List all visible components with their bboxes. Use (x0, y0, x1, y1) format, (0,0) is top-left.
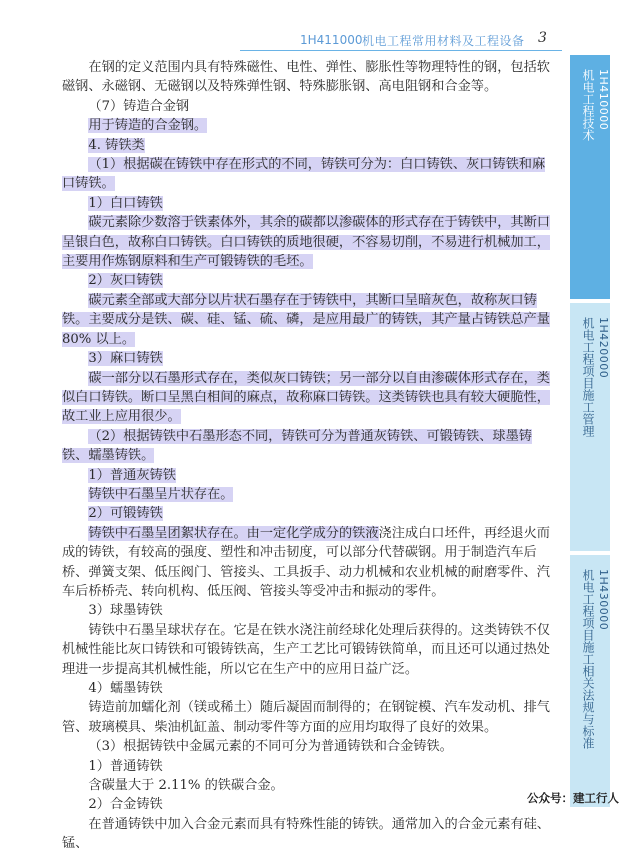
side-tab-1h430000[interactable] (570, 555, 610, 807)
paragraph (62, 349, 556, 368)
document-body (62, 58, 556, 854)
paragraph-text: 3）球墨铸铁 (88, 603, 163, 619)
paragraph (62, 795, 556, 814)
paragraph-text: 铸铁中石墨呈片状存在。 (88, 486, 234, 502)
page-number: 3 (538, 30, 547, 46)
paragraph (62, 213, 556, 271)
paragraph-text: 碳元素全部或大部分以片状石墨存在于铸铁中，其断口呈暗灰色，故称灰口铸铁。主要成分是铁、碳、硅、锰、硫、磷，是应用最广的铸铁，其产量占铸铁总产量 80% 以上。 (62, 292, 550, 347)
side-tab-code: 1H430000 (597, 569, 610, 631)
paragraph (62, 524, 556, 602)
side-tab-1h410000[interactable] (570, 55, 610, 299)
side-tab-label: 机电工程技术 (581, 69, 595, 141)
paragraph-text: 4）蠕墨铸铁 (88, 681, 163, 696)
paragraph-text: 铸铁中石墨呈团絮状存在。由一定化学成分的铁液 (88, 525, 379, 541)
paragraph-text: 2）可锻铸铁 (88, 506, 163, 522)
paragraph (62, 698, 556, 737)
chapter-code: 1H411000 (300, 33, 363, 47)
page-header (0, 0, 568, 56)
side-tab-label: 机电工程项目施工管理 (581, 317, 595, 437)
paragraph-text: 在钢的定义范围内具有特殊磁性、电性、弹性、膨胀性等物理特性的钢，包括软磁钢、永磁钢、无磁钢以及特殊弹性钢、特殊膨胀钢、高电阻钢和合金等。 (62, 60, 550, 95)
paragraph (62, 116, 556, 135)
paragraph (62, 136, 556, 155)
paragraph-text: 碳一部分以石墨形式存在，类似灰口铸铁；另一部分以自由渗碳体形式存在，类似白口铸铁。断口呈黑白相间的麻点，故称麻口铸铁。这类铸铁也具有较大硬脆性，故工业上应用很少。 (62, 370, 550, 425)
side-tabs (570, 55, 610, 807)
paragraph (62, 737, 556, 756)
header-rule (240, 50, 562, 51)
paragraph-text-rest: 浇注成白口坯件，再经退火而成的铸铁，有较高的强度、塑性和冲击韧度，可以部分代替碳钢。用于制造汽车后桥、弹簧支架、低压阀门、管接头、工具扳手、动力机械和农业机械的耐磨零件、汽车后桥桥壳、转向机构、低压阀、管接头等受冲击和振动的零件。 (62, 525, 550, 599)
paragraph-text: 4. 铸铁类 (88, 137, 145, 153)
paragraph-text: 含碳量大于 2.11% 的铁碳合金。 (88, 778, 284, 794)
paragraph-text: 1）普通灰铸铁 (88, 467, 176, 483)
paragraph-text: 碳元素除少数溶于铁素体外，其余的碳都以渗碳体的形式存在于铸铁中，其断口呈银白色，故称白口铸铁。白口铸铁的质地很硬，不容易切削，不易进行机械加工，主要用作炼钢原料和生产可锻铸铁的毛坯。 (62, 215, 550, 270)
paragraph (62, 194, 556, 213)
paragraph-text: 2）合金铸铁 (88, 797, 163, 813)
paragraph (62, 291, 556, 349)
side-tab-code: 1H410000 (597, 69, 610, 131)
paragraph (62, 271, 556, 290)
paragraph-text: 1）白口铸铁 (88, 195, 163, 211)
paragraph (62, 369, 556, 427)
paragraph (62, 621, 556, 679)
paragraph (62, 58, 556, 97)
paragraph-text: 3）麻口铸铁 (88, 351, 163, 367)
paragraph-text: （3）根据铸铁中金属元素的不同可分为普通铸铁和合金铸铁。 (88, 739, 453, 755)
paragraph (62, 776, 556, 795)
paragraph-text: （7）铸造合金钢 (88, 98, 190, 114)
paragraph (62, 485, 556, 504)
side-tab-1h420000[interactable] (570, 303, 610, 551)
paragraph (62, 97, 556, 116)
paragraph-text: 铸铁中石墨呈球状存在。它是在铁水浇注前经球化处理后获得的。这类铸铁不仅机械性能比灰口铸铁和可锻铸铁高，生产工艺比可锻铸铁简单，而且还可以通过热处理进一步提高其机械性能，所以它在生产中的应用日益广泛。 (62, 622, 550, 677)
paragraph (62, 679, 556, 698)
paragraph-text: 用于铸造的合金钢。 (88, 118, 208, 134)
paragraph (62, 466, 556, 485)
chapter-title: 机电工程常用材料及工程设备 (362, 34, 525, 48)
paragraph (62, 757, 556, 776)
paragraph (62, 601, 556, 620)
paragraph-text: （1）根据碳在铸铁中存在形式的不同，铸铁可分为：白口铸铁、灰口铸铁和麻口铸铁。 (62, 157, 546, 192)
paragraph-text: 铸造前加蠕化剂（镁或稀土）随后凝固而制得的；在钢锭模、汽车发动机、排气管、玻璃模具、柴油机缸盖、制动零件等方面的应用均取得了良好的效果。 (62, 700, 550, 735)
paragraph (62, 504, 556, 523)
side-tab-code: 1H420000 (597, 317, 610, 379)
paragraph (62, 427, 556, 466)
paragraph-text: 2）灰口铸铁 (88, 273, 163, 289)
paragraph-text: 在普通铸铁中加入合金元素而具有特殊性能的铸铁。通常加入的合金元素有硅、锰、 (62, 816, 550, 852)
paragraph (62, 815, 556, 854)
paragraph (62, 155, 556, 194)
side-tab-label: 机电工程项目施工相关法规与标准 (581, 569, 595, 749)
paragraph-text: （2）根据铸铁中石墨形态不同，铸铁可分为普通灰铸铁、可锻铸铁、球墨铸铁、蠕墨铸铁。 (62, 428, 532, 464)
footer-watermark: 公众号：建工行人 (527, 791, 619, 805)
paragraph-text: 1）普通铸铁 (88, 758, 163, 774)
